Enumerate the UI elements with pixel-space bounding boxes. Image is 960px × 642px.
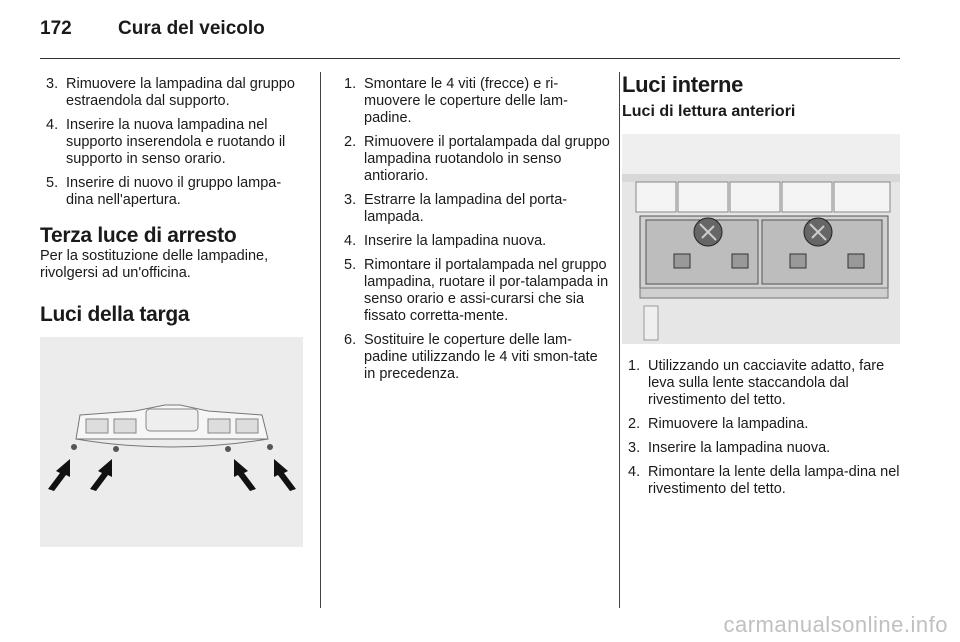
section-title-third-brake-light: Terza luce di arresto	[40, 224, 237, 247]
column-divider-2	[619, 72, 620, 608]
column-2	[338, 76, 610, 390]
list-item: 4. Inserire la lampadina nuova.	[344, 233, 547, 249]
header-rule	[40, 58, 900, 59]
page-header	[40, 18, 920, 58]
list-item: 3. Rimuovere la lampadina dal gruppo estraendola dal supporto.	[46, 76, 295, 109]
page-title: Cura del veicolo	[118, 18, 265, 39]
step-list-2	[338, 76, 610, 383]
list-item: 2. Rimuovere il portalampada dal gruppo lampadina ruotandolo in senso antiorario.	[344, 134, 610, 184]
list-item: 6. Sostituire le coperture delle lam-padine utilizzando le 4 viti smon-tate in precedenza.	[344, 332, 598, 382]
section-title-interior-lights: Luci interne	[622, 72, 744, 97]
section-text: Per la sostituzione delle lampadine, rivolgersi ad un'officina.	[40, 248, 269, 281]
list-item: 3. Estrarre la lampadina del porta-lampada.	[344, 192, 568, 225]
list-item: 1. Utilizzando un cacciavite adatto, fare leva sulla lente staccandola dal rivestimento del tetto.	[628, 358, 885, 408]
column-3	[622, 74, 902, 505]
page-number: 172	[40, 18, 72, 39]
list-item: 5. Rimontare il portalampada nel gruppo lampadina, ruotare il por-talampada in senso orario e assi-curarsi che sia fissato corretta-mente.	[344, 257, 609, 324]
list-item: 5. Inserire di nuovo il gruppo lampa-dina nell'apertura.	[46, 175, 282, 208]
step-list-3	[622, 358, 902, 498]
list-item: 4. Rimontare la lente della lampa-dina nel rivestimento del tetto.	[628, 464, 900, 497]
subsection-title-reading-lights: Luci di lettura anteriori	[622, 103, 796, 120]
watermark: carmanualsonline.info	[723, 612, 948, 637]
list-item: 4. Inserire la nuova lampadina nel supporto inserendola e ruotando il supporto in senso orario.	[46, 117, 286, 167]
column-divider-1	[320, 72, 321, 608]
step-list-1	[40, 76, 304, 209]
column-1	[40, 76, 304, 547]
section-title-plate-lights: Luci della targa	[40, 303, 190, 326]
reading-light-figure	[622, 134, 900, 344]
list-item: 1. Smontare le 4 viti (frecce) e ri-muovere le coperture delle lam-padine.	[344, 76, 568, 126]
license-plate-light-figure	[40, 337, 303, 547]
list-item: 3. Inserire la lampadina nuova.	[628, 440, 831, 456]
list-item: 2. Rimuovere la lampadina.	[628, 416, 809, 432]
